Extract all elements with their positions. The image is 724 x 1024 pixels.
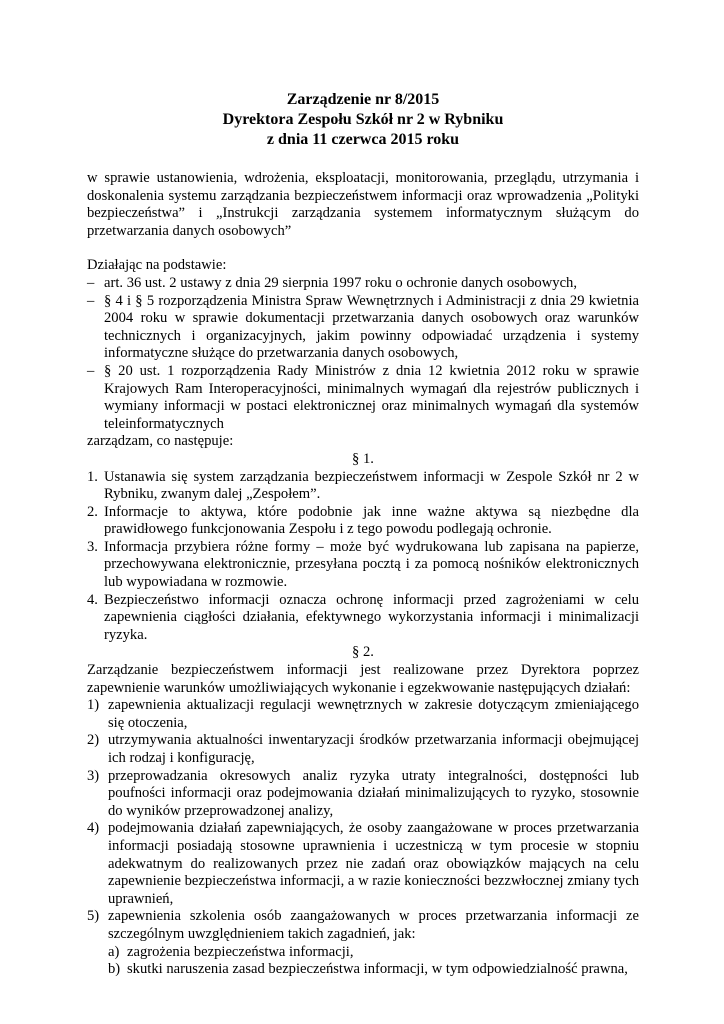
item-text: zapewnienia szkolenia osób zaangażowanych w proces przetwarzania informacji ze szczególnym uwzględnieniem takich zagadnień, jak:	[108, 908, 639, 942]
dash-marker: –	[87, 274, 95, 291]
section-2-heading: § 2.	[352, 644, 374, 661]
item-number: 4)	[87, 820, 100, 837]
item-text: Bezpieczeństwo informacji oznacza ochronę informacji przed zagrożeniami w celu zapewnienia ciągłości działania, efektywnego wykorzystania informacji i minimalizacji ryzyka.	[104, 591, 639, 643]
title-line-2: Dyrektora Zespołu Szkół nr 2 w Rybniku	[222, 111, 504, 128]
sub-list	[108, 944, 639, 979]
document-title	[87, 90, 639, 150]
item-letter: b)	[108, 961, 121, 978]
section-1-list	[87, 469, 639, 645]
title-line-1: Zarządzenie nr 8/2015	[286, 91, 440, 108]
item-text: zapewnienia aktualizacji regulacji wewnętrznych w zakresie dotyczącym zmieniającego się otoczenia,	[108, 697, 639, 731]
item-number: 1)	[87, 697, 100, 714]
section-2-intro: Zarządzanie bezpieczeństwem informacji jest realizowane przez Dyrektora poprzez zapewnienie warunków umożliwiających wykonanie i egzekwowanie następujących działań:	[87, 662, 639, 696]
item-text: zagrożenia bezpieczeństwa informacji,	[127, 943, 354, 960]
item-number: 1.	[87, 468, 98, 485]
decree-line: zarządzam, co następuje:	[87, 433, 234, 450]
item-number: 2.	[87, 503, 98, 520]
item-number: 5)	[87, 908, 100, 925]
list-item	[87, 504, 639, 539]
list-item	[87, 363, 639, 433]
list-item	[108, 961, 639, 979]
item-text: Informacje to aktywa, które podobnie jak inne ważne aktywa są niezbędne dla prawidłowego funkcjonowania Zespołu i z tego powodu podlegają ochronie.	[104, 503, 639, 538]
list-item	[87, 820, 639, 908]
document-page	[87, 90, 639, 979]
basis-intro: Działając na podstawie:	[87, 257, 227, 274]
item-number: 2)	[87, 732, 100, 749]
basis-item-text: art. 36 ust. 2 ustawy z dnia 29 sierpnia 1997 roku o ochronie danych osobowych,	[104, 274, 577, 291]
item-text: Informacja przybiera różne formy – może być wydrukowana lub zapisana na papierze, przechowywana elektronicznie, przesyłana pocztą i za pomocą nośników elektronicznych lub wypowiadana w rozmowie.	[104, 538, 639, 591]
basis-item-text: § 20 ust. 1 rozporządzenia Rady Ministrów z dnia 12 kwietnia 2012 roku w sprawie Krajowych Ram Interoperacyjności, minimalnych wymagań dla rejestrów publicznych i wymiany informacji w postaci elektronicznej oraz minimalnych wymagań dla systemów teleinformatycznych	[104, 362, 639, 432]
list-item	[108, 944, 639, 962]
item-number: 4.	[87, 591, 98, 608]
item-number: 3.	[87, 538, 98, 555]
item-text: przeprowadzania okresowych analiz ryzyka utraty integralności, dostępności lub poufności informacji oraz podejmowania działań minimalizujących to ryzyko, stosownie do wyników przeprowadzonej analizy,	[108, 767, 639, 819]
subject-paragraph: w sprawie ustanowienia, wdrożenia, eksploatacji, monitorowania, przeglądu, utrzymania i doskonalenia systemu zarządzania bezpieczeństwem informacji oraz wprowadzenia „Polityki bezpieczeństwa” i „Instrukcji zarządzania systemem informatycznym służącym do przetwarzania danych osobowych”	[87, 170, 639, 239]
section-1-heading: § 1.	[352, 450, 374, 467]
item-text: podejmowania działań zapewniających, że osoby zaangażowane w proces przetwarzania informacji posiadają stosowne uprawnienia i uczestniczą w tym procesie w stopniu adekwatnym do realizowanych przez nie zadań oraz obowiązków mających na celu zapewnienie bezpieczeństwa informacji, a w razie konieczności bezzwłocznej zmiany tych uprawnień,	[108, 820, 639, 907]
list-item	[87, 732, 639, 767]
list-item	[87, 768, 639, 821]
list-item	[87, 592, 639, 645]
item-text: skutki naruszenia zasad bezpieczeństwa informacji, w tym odpowiedzialność prawna,	[127, 961, 628, 978]
item-number: 3)	[87, 767, 100, 784]
list-item	[87, 293, 639, 363]
item-text: Ustanawia się system zarządzania bezpieczeństwem informacji w Zespole Szkół nr 2 w Rybniku, zwanym dalej „Zespołem”.	[104, 468, 639, 503]
basis-list	[87, 275, 639, 433]
item-text: utrzymywania aktualności inwentaryzacji środków przetwarzania informacji obejmującej ich rodzaj i konfigurację,	[108, 732, 639, 766]
title-line-3: z dnia 11 czerwca 2015 roku	[266, 131, 460, 148]
list-item	[87, 539, 639, 592]
list-item	[87, 697, 639, 732]
item-letter: a)	[108, 943, 120, 960]
list-item	[87, 469, 639, 504]
dash-marker: –	[87, 362, 95, 379]
list-item	[87, 908, 639, 978]
basis-item-text: § 4 i § 5 rozporządzenia Ministra Spraw Wewnętrznych i Administracji z dnia 29 kwietnia 2004 roku w sprawie dokumentacji przetwarzania danych osobowych oraz warunków technicznych i organizacyjnych, jakim powinny odpowiadać urządzenia i systemy informatyczne służące do przetwarzania danych osobowych,	[104, 292, 639, 362]
list-item	[87, 275, 639, 293]
section-2-list	[87, 697, 639, 979]
dash-marker: –	[87, 292, 95, 309]
